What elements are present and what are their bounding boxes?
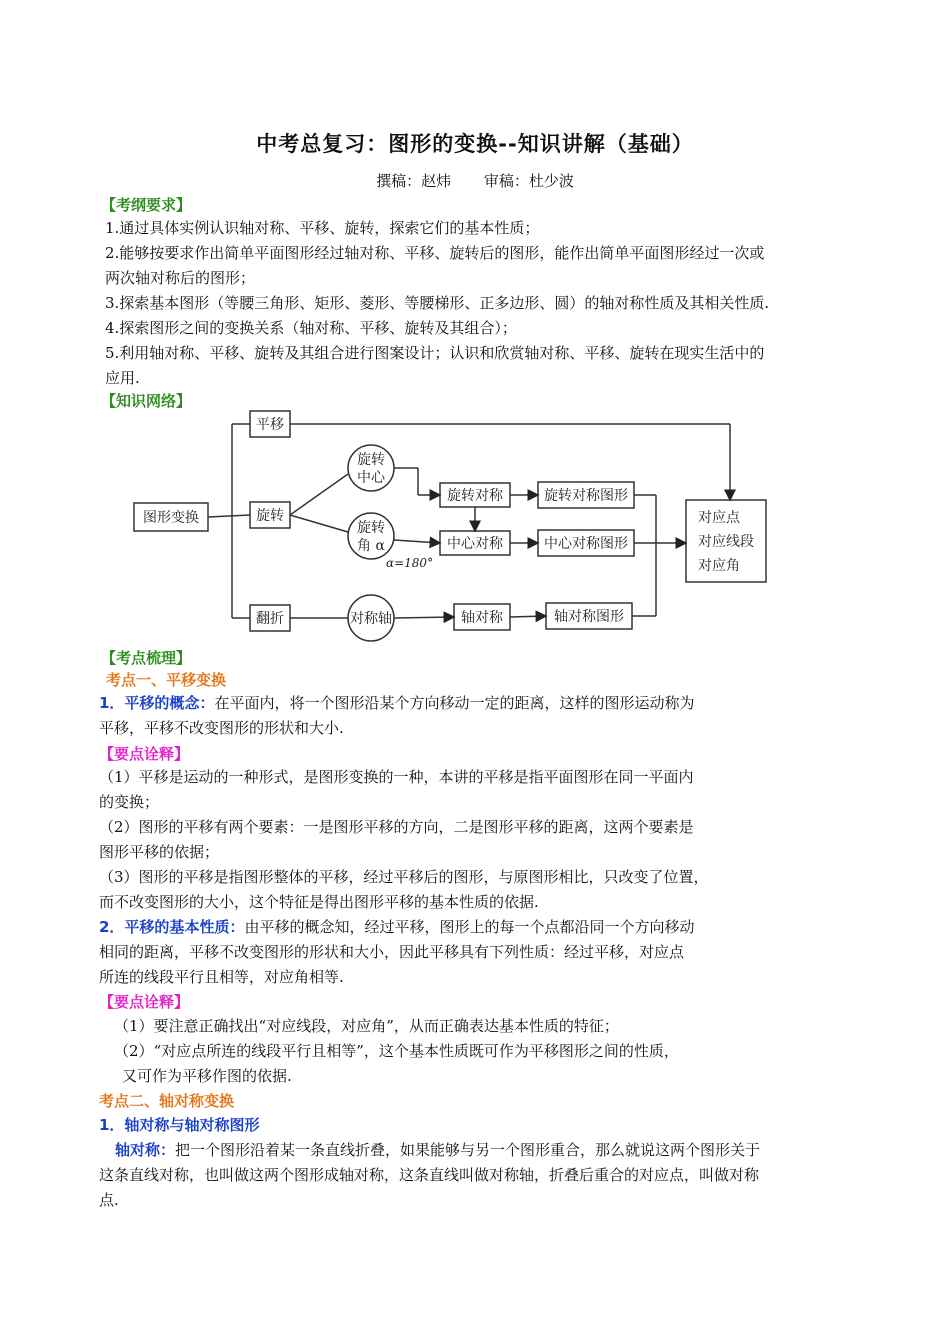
- note1-line: （2）图形的平移有两个要素：一是图形平移的方向，二是图形平移的距离，这两个要素是: [99, 818, 694, 836]
- concept-label: 1．平移的概念：: [99, 694, 215, 712]
- property-label: 2．平移的基本性质：: [99, 918, 245, 936]
- outline-heading: 【考纲要求】: [101, 196, 192, 214]
- point1-heading: 考点一、平移变换: [106, 671, 227, 689]
- outline-item: 2.能够按要求作出简单平面图形经过轴对称、平移、旋转后的图形，能作出简单平面图形经过一次或: [105, 244, 765, 262]
- node-corr-segment: 对应线段: [698, 534, 754, 550]
- alpha-label: α=180°: [386, 556, 434, 570]
- concept-text: 平移，平移不改变图形的形状和大小.: [99, 719, 344, 737]
- note2-line: （1）要注意正确找出“对应线段，对应角”，从而正确表达基本性质的特征；: [114, 1017, 619, 1035]
- node-rot-center-line2: 中心: [357, 470, 385, 486]
- node-rot-sym-fig: 旋转对称图形: [544, 488, 628, 504]
- note1-line: 而不改变图形的大小，这个特征是得出图形平移的基本性质的依据.: [99, 893, 539, 911]
- point2-subheading: 1．轴对称与轴对称图形: [99, 1116, 260, 1134]
- node-rotate: 旋转: [256, 508, 284, 524]
- note1-line: 的变换；: [99, 793, 160, 811]
- definition-label: 轴对称：: [115, 1141, 176, 1159]
- page-title: 中考总复习：图形的变换--知识讲解（基础）: [256, 132, 694, 156]
- property-text: 所连的线段平行且相等，对应角相等.: [99, 968, 344, 986]
- property-text: 相同的距离，平移不改变图形的形状和大小，因此平移具有下列性质：经过平移，对应点: [99, 943, 685, 961]
- note1-line: （3）图形的平移是指图形整体的平移，经过平移后的图形，与原图形相比，只改变了位置，: [99, 868, 709, 886]
- point2-definition: [99, 1138, 859, 1213]
- outline-item: 5.利用轴对称、平移、旋转及其组合进行图案设计；认识和欣赏轴对称、平移、旋转在现实生活中的: [105, 344, 765, 362]
- network-heading: 【知识网络】: [101, 392, 192, 410]
- node-translate: 平移: [256, 417, 284, 433]
- property-text: 由平移的概念知，经过平移，图形上的每一个点都沿同一个方向移动: [244, 918, 695, 936]
- point1-concept: [99, 691, 839, 741]
- node-central-sym: 中心对称: [447, 536, 503, 552]
- note1-heading: 【要点诠释】: [99, 745, 190, 763]
- note2-heading: 【要点诠释】: [99, 993, 190, 1011]
- outline-item: 3.探索基本图形（等腰三角形、矩形、菱形、等腰梯形、正多边形、圆）的轴对称性质及其相关性质.: [105, 294, 770, 312]
- node-rot-angle-line2: 角 α: [357, 538, 385, 554]
- note1-line: （1）平移是运动的一种形式，是图形变换的一种，本讲的平移是指平面图形在同一平面内: [99, 768, 694, 786]
- node-flip: 翻折: [256, 611, 284, 627]
- outline-item: 4.探索图形之间的变换关系（轴对称、平移、旋转及其组合）；: [105, 319, 517, 337]
- node-rot-sym: 旋转对称: [447, 488, 503, 504]
- node-rot-center-line1: 旋转: [357, 452, 385, 468]
- definition-text: 点.: [99, 1191, 119, 1209]
- point1-property: [99, 915, 839, 990]
- author-line: [0, 170, 950, 191]
- note2-list: [106, 1014, 846, 1089]
- outline-item: 1.通过具体实例认识轴对称、平移、旋转，探索它们的基本性质；: [105, 219, 540, 237]
- node-rot-angle-line1: 旋转: [357, 520, 385, 536]
- node-axial-sym-fig: 轴对称图形: [554, 609, 624, 625]
- node-axis: 对称轴: [350, 611, 392, 627]
- knowledge-network-diagram: [128, 408, 772, 644]
- node-corr-point: 对应点: [698, 510, 740, 526]
- outline-list: [105, 216, 865, 391]
- note2-line: （2）“对应点所连的线段平行且相等”，这个基本性质既可作为平移图形之间的性质，: [114, 1042, 679, 1060]
- note2-line: 又可作为平移作图的依据.: [122, 1067, 292, 1085]
- outline-item: 两次轴对称后的图形；: [105, 269, 256, 287]
- reviewer: 审稿：杜少波: [483, 172, 574, 190]
- outline-item: 应用.: [105, 369, 140, 387]
- node-axial-sym: 轴对称: [461, 610, 503, 626]
- node-transform: 图形变换: [143, 510, 199, 526]
- note1-list: [99, 765, 839, 915]
- writer: 撰稿：赵炜: [376, 172, 452, 190]
- point2-heading: 考点二、轴对称变换: [99, 1092, 235, 1110]
- definition-text: 把一个图形沿着某一条直线折叠，如果能够与另一个图形重合，那么就说这两个图形关于: [175, 1141, 761, 1159]
- concept-text: 在平面内，将一个图形沿某个方向移动一定的距离，这样的图形运动称为: [214, 694, 695, 712]
- points-heading: 【考点梳理】: [101, 649, 192, 667]
- definition-text: 这条直线对称，也叫做这两个图形成轴对称，这条直线叫做对称轴，折叠后重合的对应点，叫做对称: [99, 1166, 760, 1184]
- note1-line: 图形平移的依据；: [99, 843, 220, 861]
- node-corr-angle: 对应角: [698, 558, 740, 574]
- node-central-sym-fig: 中心对称图形: [544, 536, 628, 552]
